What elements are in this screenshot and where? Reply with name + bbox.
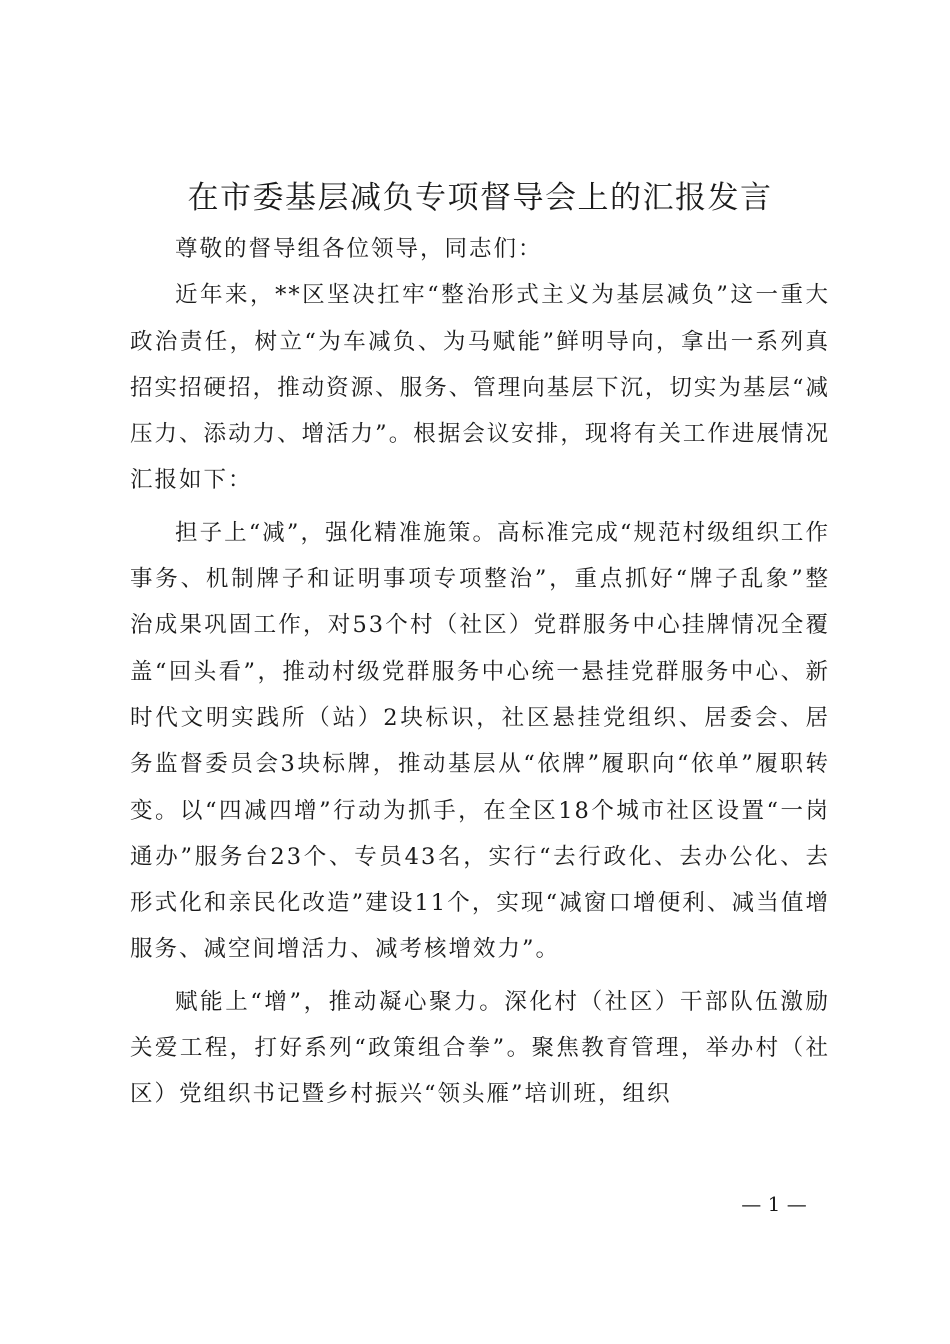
paragraph-reduce-burden: 担子上“减”，强化精准施策。高标准完成“规范村级组织工作事务、机制牌子和证明事项专项整治”，重点抓好“牌子乱象”整治成果巩固工作，对53个村（社区）党群服务中心挂牌情况全覆盖“回头看”，推动村级党群服务中心统一悬挂党群服务中心、新时代文明实践所（站）2块标识，社区悬挂党组织、居委会、居务监督委员会3块标牌，推动基层从“依牌”履职向“依单”履职转变。以“四减四增”行动为抓手，在全区18个城市社区设置“一岗通办”服务台23个、专员43名，实行“去行政化、去办公化、去形式化和亲民化改造”建设11个，实现“减窗口增便利、减当值增服务、减空间增活力、减考核增效力”。 bbox=[130, 519, 830, 963]
document-body bbox=[130, 226, 830, 1118]
paragraph-intro: 近年来，**区坚决扛牢“整治形式主义为基层减负”这一重大政治责任，树立“为车减负、为马赋能”鲜明导向，拿出一系列真招实招硬招，推动资源、服务、管理向基层下沉，切实为基层“减压力、添动力、增活力”。根据会议安排，现将有关工作进展情况汇报如下： bbox=[130, 282, 830, 494]
paragraph-empower: 赋能上“增”，推动凝心聚力。深化村（社区）干部队伍激励关爱工程，打好系列“政策组合拳”。聚焦教育管理，举办村（社区）党组织书记暨乡村振兴“领头雁”培训班，组织 bbox=[130, 988, 830, 1108]
salutation: 尊敬的督导组各位领导，同志们： bbox=[175, 236, 543, 262]
document-title: 在市委基层减负专项督导会上的汇报发言 bbox=[187, 180, 773, 216]
page-number: — 1 — bbox=[741, 1192, 807, 1216]
